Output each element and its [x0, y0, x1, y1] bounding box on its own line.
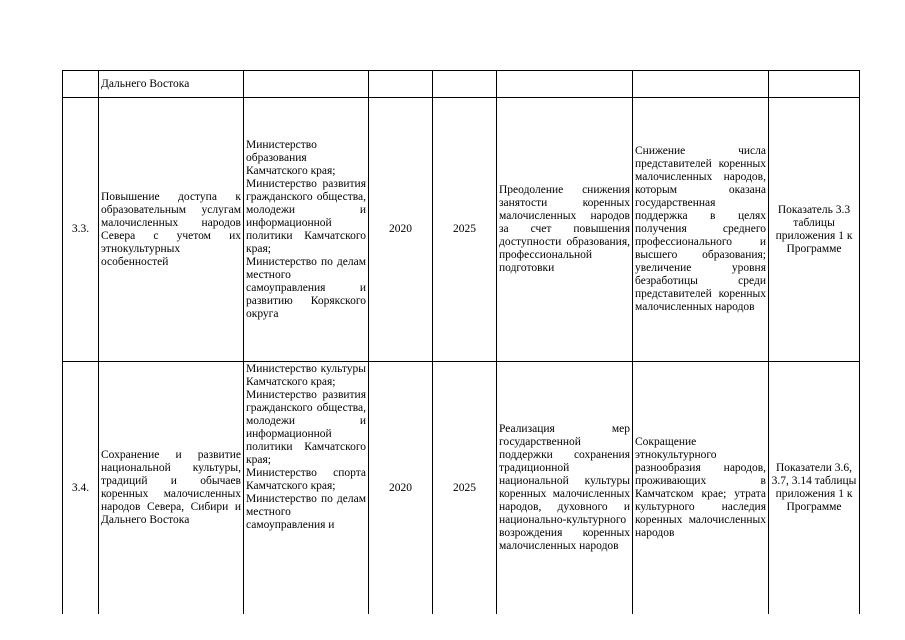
expected-result: Преодоление снижения занятости коренных малочисленных народов за счет повышения доступности образования, профессиональной подготовки [497, 98, 633, 362]
consequences: Снижение числа представителей коренных малочисленных народов, которым оказана государственная поддержка в целях получения среднего профессионального и высшего образования; увеличение уровня безработицы среди представителей коренных малочисленных народов [633, 98, 769, 362]
executor [244, 71, 369, 98]
expected-result [497, 71, 633, 98]
indicator-link: Показатель 3.3 таблицы приложения 1 к Программе [769, 98, 860, 362]
measure-name: Повышение доступа к образовательным услугам малочисленных народов Севера с учетом их этнокультурных особенностей [99, 98, 244, 362]
end-year [433, 71, 497, 98]
measure-name: Дальнего Востока [99, 71, 244, 98]
start-year: 2020 [369, 362, 433, 615]
table-row [63, 71, 860, 98]
indicator-link: Показатели 3.6, 3.7, 3.14 таблицы приложения 1 к Программе [769, 362, 860, 615]
executor: Министерство культуры Камчатского края; Министерство развития гражданского общества, молодежи и информационной политики Камчатского края; Министерство спорта Камчатского края; Министерство по делам местного самоуправления и [244, 362, 369, 615]
start-year: 2020 [369, 98, 433, 362]
measures-table [62, 70, 860, 614]
indicator-link [769, 71, 860, 98]
row-number: 3.4. [63, 362, 99, 615]
expected-result: Реализация мер государственной поддержки сохранения традиционной национальной культуры коренных малочисленных народов, духовного и национально-культурного возрождения коренных малочисленных народов [497, 362, 633, 615]
row-number: 3.3. [63, 98, 99, 362]
table-row [63, 98, 860, 362]
row-number [63, 71, 99, 98]
consequences [633, 71, 769, 98]
consequences: Сокращение этнокультурного разнообразия народов, проживающих в Камчатском крае; утрата культурного наследия коренных малочисленных народов [633, 362, 769, 615]
table-row [63, 362, 860, 615]
executor: Министерство образования Камчатского края; Министерство развития гражданского общества, молодежи и информационной политики Камчатского края; Министерство по делам местного самоуправления и развитию Корякского округа [244, 98, 369, 362]
end-year: 2025 [433, 98, 497, 362]
end-year: 2025 [433, 362, 497, 615]
measure-name: Сохранение и развитие национальной культуры, традиций и обычаев коренных малочисленных народов Севера, Сибири и Дальнего Востока [99, 362, 244, 615]
start-year [369, 71, 433, 98]
